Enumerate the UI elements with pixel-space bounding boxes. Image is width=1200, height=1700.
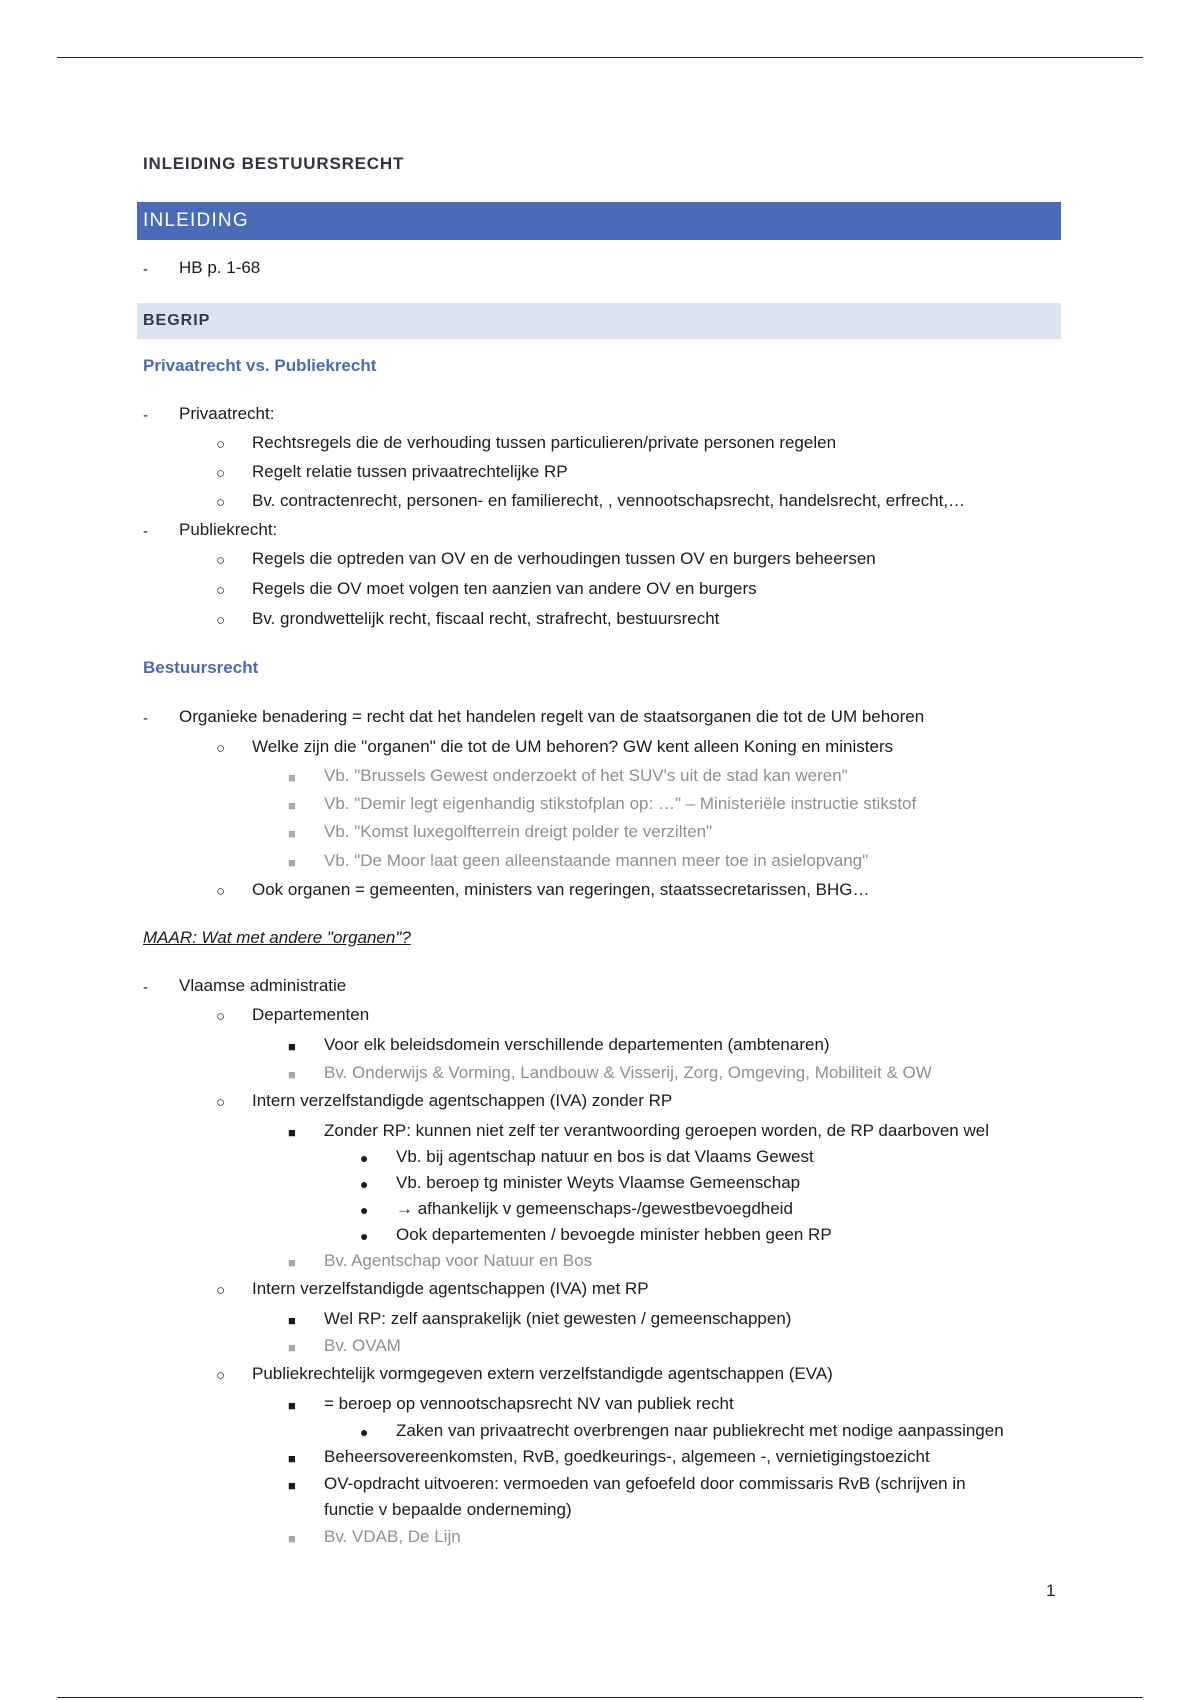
square-bullet-icon: ■ — [288, 1340, 296, 1355]
circle-bullet-icon: ○ — [216, 582, 226, 599]
circle-bullet-icon: ○ — [216, 1367, 226, 1384]
list-item: Regelt relatie tussen privaatrechtelijke RP — [252, 462, 568, 481]
list-item: Wel RP: zelf aansprakelijk (niet gewesten / gemeenschappen) — [324, 1309, 792, 1328]
example-item: Vb. "Brussels Gewest onderzoekt of het SUV's uit de stad kan weren" — [324, 766, 848, 785]
dot-bullet-icon: ● — [360, 1150, 369, 1166]
list-item: Regels die optreden van OV en de verhoudingen tussen OV en burgers beheersen — [252, 549, 876, 568]
list-item: Rechtsregels die de verhouding tussen particulieren/private personen regelen — [252, 433, 837, 452]
circle-bullet-icon: ○ — [216, 465, 226, 482]
dot-bullet-icon: ● — [360, 1202, 369, 1218]
square-bullet-icon: ■ — [288, 1067, 296, 1082]
example-item: Bv. Onderwijs & Vorming, Landbouw & Visserij, Zorg, Omgeving, Mobiliteit & OW — [324, 1063, 932, 1082]
list-item: Departementen — [252, 1005, 370, 1024]
dash-bullet: - — [143, 979, 148, 996]
dot-bullet-icon: ● — [360, 1228, 369, 1244]
list-item: HB p. 1-68 — [179, 258, 261, 277]
subheading-bestuursrecht: Bestuursrecht — [143, 658, 259, 677]
list-item: Zonder RP: kunnen niet zelf ter verantwoording geroepen worden, de RP daarboven wel — [324, 1121, 989, 1140]
square-bullet-icon: ■ — [288, 826, 296, 841]
dash-bullet: - — [143, 407, 148, 424]
example-item: Vb. "Demir legt eigenhandig stikstofplan op: …" – Ministeriële instructie stikstof — [324, 794, 917, 813]
list-item: Vlaamse administratie — [179, 976, 347, 995]
list-item: Publiekrecht: — [179, 520, 278, 539]
example-item: Bv. OVAM — [324, 1336, 401, 1355]
list-item: Ook departementen / bevoegde minister hebben geen RP — [396, 1225, 832, 1244]
list-item: Organieke benadering = recht dat het handelen regelt van de staatsorganen die tot de UM behoren — [179, 707, 925, 726]
square-bullet-icon: ■ — [288, 855, 296, 870]
list-item: Ook organen = gemeenten, ministers van regeringen, staatssecretarissen, BHG… — [252, 880, 870, 899]
square-bullet-icon: ■ — [288, 1478, 296, 1493]
page-number: 1 — [1046, 1581, 1056, 1600]
document-title: INLEIDING BESTUURSRECHT — [143, 154, 405, 173]
circle-bullet-icon: ○ — [216, 494, 226, 511]
list-item: Vb. beroep tg minister Weyts Vlaamse Gemeenschap — [396, 1173, 801, 1192]
list-item: Vb. bij agentschap natuur en bos is dat Vlaams Gewest — [396, 1147, 814, 1166]
list-item: Bv. contractenrecht, personen- en familierecht, , vennootschapsrecht, handelsrecht, erfrecht,… — [252, 491, 966, 510]
list-item: Welke zijn die "organen" die tot de UM behoren? GW kent alleen Koning en ministers — [252, 737, 894, 756]
dot-bullet-icon: ● — [360, 1176, 369, 1192]
example-item: Vb. "Komst luxegolfterrein dreigt polder te verzilten" — [324, 822, 713, 841]
example-item: Vb. "De Moor laat geen alleenstaande mannen meer toe in asielopvang" — [324, 851, 869, 870]
square-bullet-icon: ■ — [288, 1531, 296, 1546]
list-item: OV-opdracht uitvoeren: vermoeden van gefoefeld door commissaris RvB (schrijven in — [324, 1474, 966, 1493]
list-item: Bv. grondwettelijk recht, fiscaal recht, strafrecht, bestuursrecht — [252, 609, 720, 628]
example-item: Bv. Agentschap voor Natuur en Bos — [324, 1251, 593, 1270]
square-bullet-icon: ■ — [288, 1398, 296, 1413]
heading-inleiding: INLEIDING — [137, 202, 1061, 240]
circle-bullet-icon: ○ — [216, 436, 226, 453]
list-item: Voor elk beleidsdomein verschillende departementen (ambtenaren) — [324, 1035, 830, 1054]
square-bullet-icon: ■ — [288, 1039, 296, 1054]
dash-bullet: - — [143, 523, 148, 540]
list-item-continuation: functie v bepaalde onderneming) — [324, 1500, 572, 1519]
square-bullet-icon: ■ — [288, 1313, 296, 1328]
square-bullet-icon: ■ — [288, 1451, 296, 1466]
heading-begrip: BEGRIP — [137, 303, 1061, 339]
list-item: Intern verzelfstandigde agentschappen (IVA) zonder RP — [252, 1091, 673, 1110]
circle-bullet-icon: ○ — [216, 1094, 226, 1111]
circle-bullet-icon: ○ — [216, 552, 226, 569]
list-item: Beheersovereenkomsten, RvB, goedkeurings-, algemeen -, vernietigingstoezicht — [324, 1447, 930, 1466]
square-bullet-icon: ■ — [288, 1255, 296, 1270]
example-item: Bv. VDAB, De Lijn — [324, 1527, 461, 1546]
list-item: Intern verzelfstandigde agentschappen (IVA) met RP — [252, 1279, 649, 1298]
circle-bullet-icon: ○ — [216, 740, 226, 757]
square-bullet-icon: ■ — [288, 1125, 296, 1140]
footer-rule — [57, 1697, 1143, 1698]
list-item: Regels die OV moet volgen ten aanzien van andere OV en burgers — [252, 579, 757, 598]
list-item: Zaken van privaatrecht overbrengen naar publiekrecht met nodige aanpassingen — [396, 1421, 1004, 1440]
subheading-privaat-publiek: Privaatrecht vs. Publiekrecht — [143, 356, 377, 375]
dash-bullet: - — [143, 261, 148, 278]
list-item: Publiekrechtelijk vormgegeven extern verzelfstandigde agentschappen (EVA) — [252, 1364, 833, 1383]
square-bullet-icon: ■ — [288, 798, 296, 813]
dot-bullet-icon: ● — [360, 1424, 369, 1440]
list-item: Privaatrecht: — [179, 404, 275, 423]
square-bullet-icon: ■ — [288, 770, 296, 785]
maar-question: MAAR: Wat met andere "organen"? — [143, 928, 411, 947]
list-item: = beroep op vennootschapsrecht NV van publiek recht — [324, 1394, 734, 1413]
dash-bullet: - — [143, 710, 148, 727]
circle-bullet-icon: ○ — [216, 1282, 226, 1299]
circle-bullet-icon: ○ — [216, 883, 226, 900]
circle-bullet-icon: ○ — [216, 1008, 226, 1025]
circle-bullet-icon: ○ — [216, 612, 226, 629]
list-item: → afhankelijk v gemeenschaps-/gewestbevoegdheid — [396, 1199, 793, 1218]
header-rule — [57, 57, 1143, 58]
